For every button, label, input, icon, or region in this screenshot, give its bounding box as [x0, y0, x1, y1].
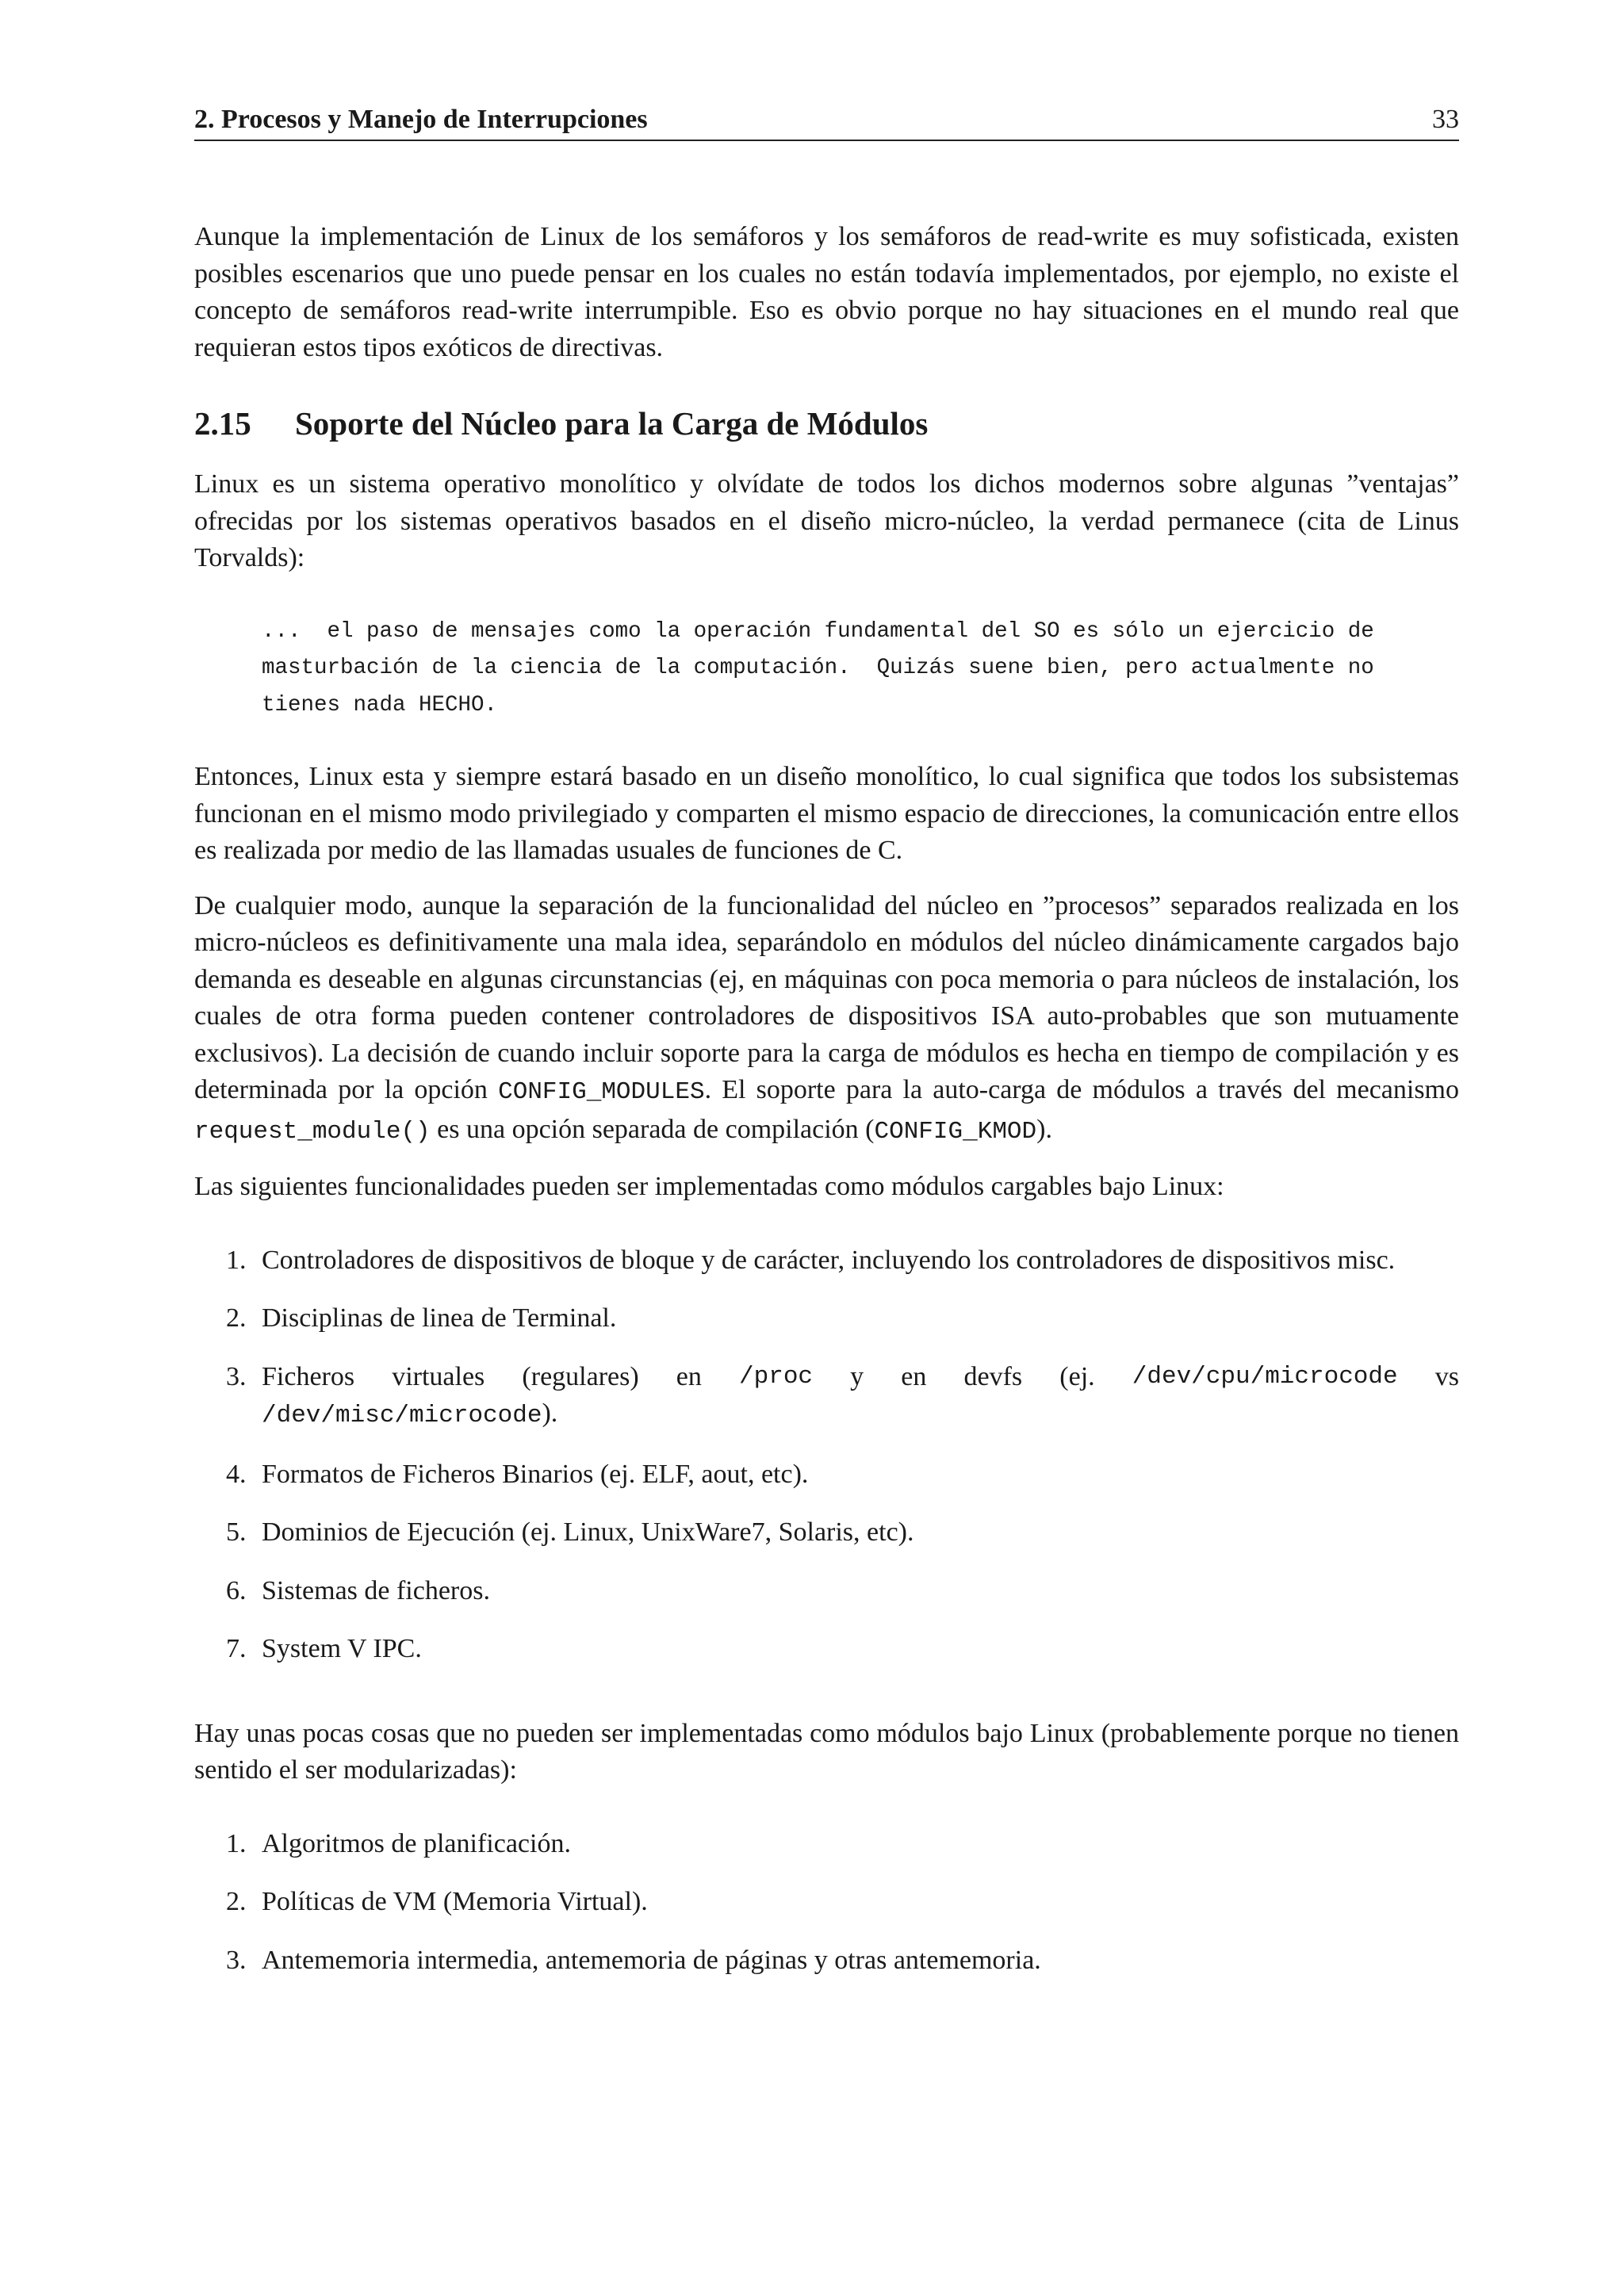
running-header	[194, 105, 1459, 141]
list-item	[194, 1942, 1459, 1980]
modules-text-3: es una opción separada de compilación (	[430, 1114, 875, 1144]
modules-text-2: . El soporte para la auto-carga de módulos a través del mecanismo	[704, 1075, 1459, 1104]
modules-text-1: De cualquier modo, aunque la separación de la funcionalidad del núcleo en ”procesos” separados realizada en los micro-núcleos es definitivamente una mala idea, separándolo en módulos del núcleo dinámicamente cargados bajo demanda es deseable en algunas circunstancias (ej, en máquinas con poca memoria o para núcleos de instalación, los cuales de otra forma pueden contener controladores de dispositivos ISA auto-probables que son mutuamente exclusivos). La decisión de cuando incluir soporte para la carga de módulos es hecha en tiempo de compilación y es determinada por la opción	[194, 890, 1459, 1104]
list-item-number: 1.	[226, 1828, 247, 1858]
list-word: vs	[1434, 1361, 1459, 1391]
loadable-list-intro: Las siguientes funcionalidades pueden ser implementadas como módulos cargables bajo Linux:	[194, 1172, 1224, 1201]
list-word: ).	[542, 1399, 558, 1428]
misc-microcode-path-code: /dev/misc/microcode	[262, 1402, 542, 1429]
list-word: en	[901, 1361, 927, 1391]
list-item-text: System V IPC.	[262, 1634, 422, 1663]
list-item	[194, 1884, 1459, 1921]
config-modules-code: CONFIG_MODULES	[498, 1078, 705, 1106]
list-item-text: Algoritmos de planificación.	[262, 1828, 571, 1858]
list-item-text: Formatos de Ficheros Binarios (ej. ELF, aout, etc).	[262, 1459, 809, 1489]
list-item-number: 5.	[226, 1517, 247, 1547]
non-modular-list-intro: Hay unas pocas cosas que no pueden ser implementadas como módulos bajo Linux (probablemente porque no tienen sentido el ser modularizadas):	[194, 1718, 1459, 1785]
list-item	[194, 1514, 1459, 1552]
modules-paragraph	[194, 888, 1459, 1151]
list-item	[194, 1456, 1459, 1494]
list-word: Ficheros	[262, 1361, 355, 1391]
section-heading	[194, 403, 1459, 444]
list-item	[194, 1242, 1459, 1280]
list-word: devfs	[963, 1361, 1023, 1391]
list-item-number: 1.	[226, 1245, 247, 1275]
list-item	[194, 1826, 1459, 1863]
section-title: Soporte del Núcleo para la Carga de Módulos	[295, 405, 929, 442]
list-item-number: 6.	[226, 1575, 247, 1605]
loadable-modules-list	[194, 1242, 1459, 1668]
request-module-code: request_module()	[194, 1117, 431, 1146]
list-item	[194, 1631, 1459, 1668]
config-kmod-code: CONFIG_KMOD	[874, 1117, 1037, 1146]
section-number: 2.15	[194, 405, 251, 442]
intro-paragraph: Aunque la implementación de Linux de los semáforos y los semáforos de read-write es muy sofisticada, existen posibles escenarios que uno puede pensar en los cuales no están todavía implementados, por ejemplo, no existe el concepto de semáforos read-write interrumpible. Eso es obvio porque no hay situaciones en el mundo real que requieran estos tipos exóticos de directivas.	[194, 222, 1459, 362]
list-word: virtuales	[392, 1361, 485, 1391]
list-item-number: 7.	[226, 1634, 247, 1663]
non-modular-list	[194, 1826, 1459, 1980]
entonces-paragraph: Entonces, Linux esta y siempre estará basado en un diseño monolítico, lo cual significa que todos los subsistemas funcionan en el mismo modo privilegiado y comparten el mismo espacio de direcciones, la comunicación entre ellos es realizada por medio de las llamadas usuales de funciones de C.	[194, 762, 1459, 865]
list-item-number: 3.	[226, 1361, 247, 1391]
list-item-number: 2.	[226, 1887, 247, 1916]
list-item-second-line	[262, 1395, 1459, 1435]
list-item	[194, 1359, 1459, 1435]
list-word: y	[850, 1361, 864, 1391]
list-item-text: Dominios de Ejecución (ej. Linux, UnixWare7, Solaris, etc).	[262, 1517, 914, 1547]
list-item-number: 2.	[226, 1303, 247, 1333]
modules-text-4: ).	[1036, 1114, 1052, 1144]
list-item-text: Controladores de dispositivos de bloque y de carácter, incluyendo los controladores de dispositivos misc.	[262, 1245, 1396, 1275]
list-item-number: 3.	[226, 1945, 247, 1975]
page-body	[194, 219, 1459, 2026]
list-word: (regulares)	[522, 1361, 639, 1391]
list-item-text: Disciplinas de linea de Terminal.	[262, 1303, 617, 1333]
torvalds-quote: ... el paso de mensajes como la operación fundamental del SO es sólo un ejercicio de masturbación de la ciencia de la computación. Quizás suene bien, pero actualmente no tienes nada HECHO.	[262, 618, 1374, 718]
proc-path-code: /proc	[739, 1362, 814, 1391]
list-item-text: Sistemas de ficheros.	[262, 1575, 490, 1605]
cpu-microcode-path-code: /dev/cpu/microcode	[1132, 1362, 1398, 1391]
list-word: en	[676, 1361, 702, 1391]
list-item-text: Políticas de VM (Memoria Virtual).	[262, 1887, 648, 1916]
page-number: 33	[1432, 105, 1459, 134]
chapter-title: 2. Procesos y Manejo de Interrupciones	[194, 105, 648, 134]
list-word: (ej.	[1059, 1361, 1095, 1391]
list-item-number: 4.	[226, 1459, 247, 1489]
monolithic-paragraph: Linux es un sistema operativo monolítico y olvídate de todos los dichos modernos sobre algunas ”ventajas” ofrecidas por los sistemas operativos basados en el diseño micro-núcleo, la verdad permanece (cita de Linus Torvalds):	[194, 469, 1459, 572]
list-item	[194, 1573, 1459, 1610]
list-item-text: Antememoria intermedia, antememoria de páginas y otras antememoria.	[262, 1945, 1041, 1975]
list-item	[194, 1300, 1459, 1337]
list-item-first-line	[262, 1359, 1459, 1396]
